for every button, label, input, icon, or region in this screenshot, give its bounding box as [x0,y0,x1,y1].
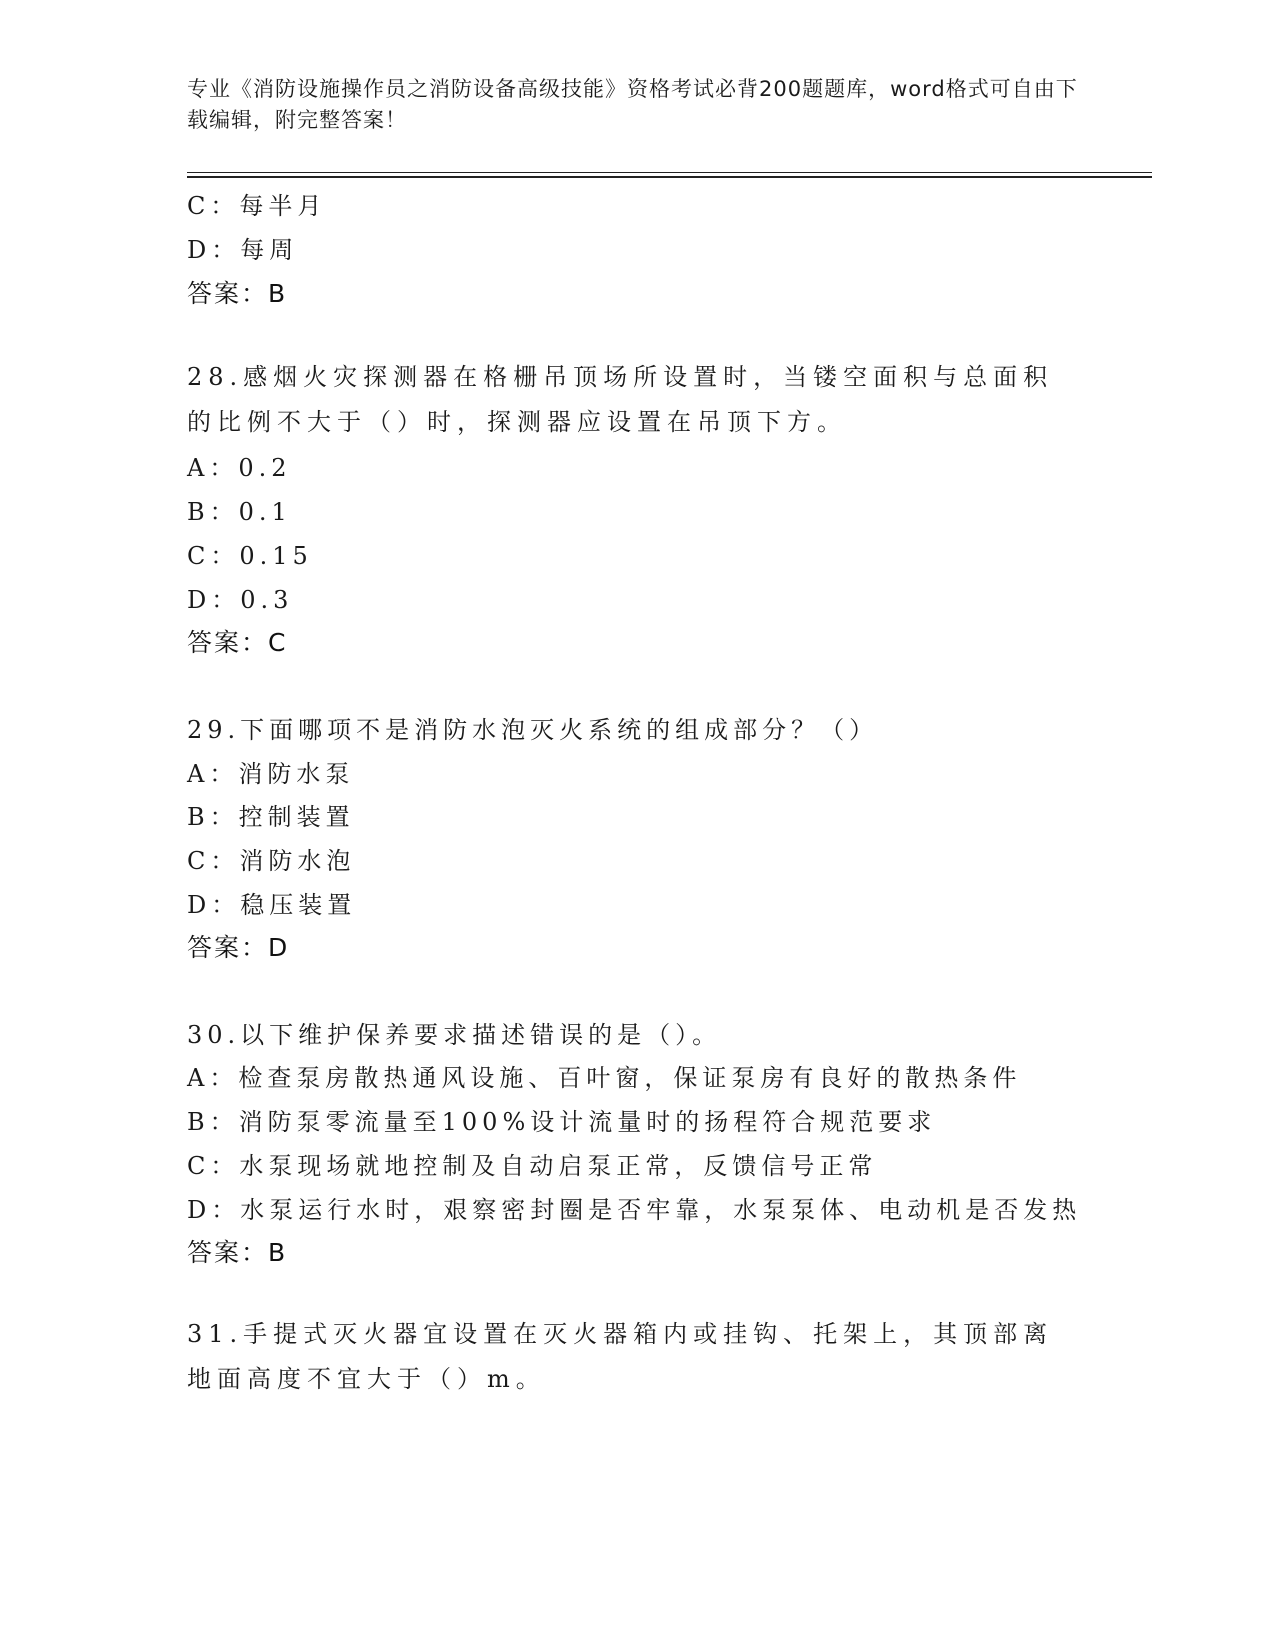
q31-question: 31.手提式灭火器宜设置在灭火器箱内或挂钩、托架上，其顶部离地面高度不宜大于（）m。 [187,1320,1054,1393]
q28-answer: 答案：C [187,628,288,657]
q27-option-d: D：每周 [187,236,299,264]
q28-option-c: C：0.15 [187,542,313,570]
q29-question: 29.下面哪项不是消防水泡灭火系统的组成部分？（） [187,716,879,744]
header-divider-bottom [187,176,1152,178]
q28-option-b: B：0.1 [187,498,292,526]
q30-option-c: C：水泵现场就地控制及自动启泵正常，反馈信号正常 [187,1152,878,1180]
q29-option-d: D：稳压装置 [187,891,357,919]
q30-answer: 答案：B [187,1238,288,1267]
q29-option-a: A：消防水泵 [187,760,355,788]
q30-option-a: A：检查泵房散热通风设施、百叶窗，保证泵房有良好的散热条件 [187,1064,1022,1092]
q27-answer: 答案：B [187,279,288,308]
q29-option-c: C：消防水泡 [187,847,356,875]
q29-answer: 答案：D [187,933,290,962]
q28-question: 28.感烟火灾探测器在格栅吊顶场所设置时，当镂空面积与总面积的比例不大于（）时，探测器应设置在吊顶下方。 [187,363,1054,436]
q27-option-c: C：每半月 [187,192,327,220]
document-header: 专业《消防设施操作员之消防设备高级技能》资格考试必背200题题库，word格式可自由下载编辑，附完整答案！ [187,77,1078,132]
header-divider-top [187,172,1152,173]
q28-option-a: A：0.2 [187,454,292,482]
q30-option-b: B：消防泵零流量至100%设计流量时的扬程符合规范要求 [187,1108,937,1136]
q30-question: 30.以下维护保养要求描述错误的是（）。 [187,1021,722,1049]
q29-option-b: B：控制装置 [187,803,355,831]
q28-option-d: D：0.3 [187,586,294,614]
q30-option-d: D：水泵运行水时，艰察密封圈是否牢靠，水泵泵体、电动机是否发热 [187,1196,1082,1224]
